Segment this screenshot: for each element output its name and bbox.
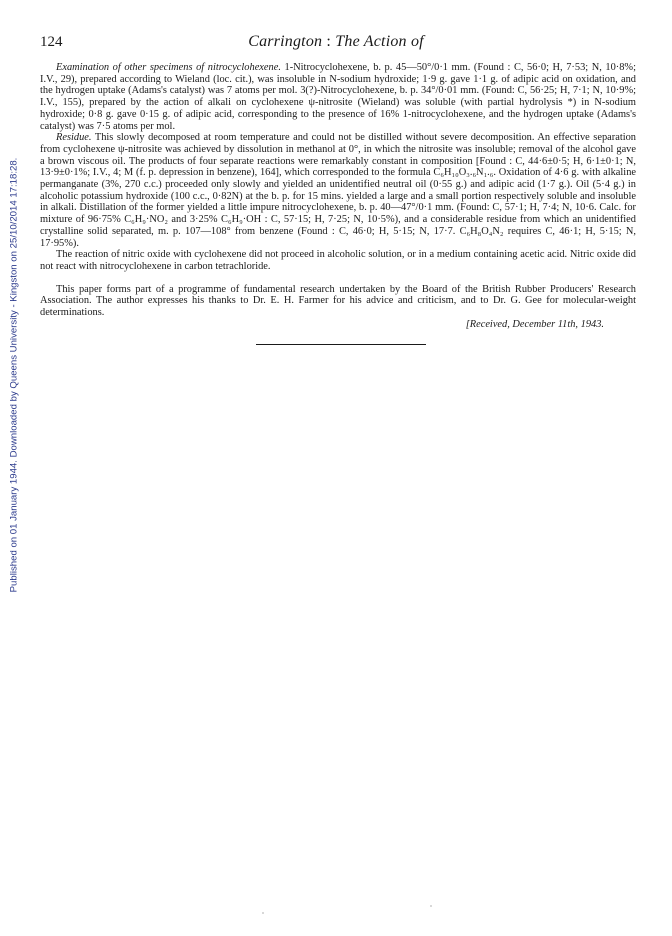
end-rule [256, 344, 426, 345]
section-heading-other-specimens: Examination of other specimens of nitrocyclohexene. [56, 62, 281, 73]
running-head-title: The Action of [335, 33, 424, 50]
page-number: 124 [40, 34, 63, 50]
running-head [0, 33, 672, 51]
paragraph-other-specimens [40, 62, 636, 132]
paragraph-residue [40, 132, 636, 249]
side-stamp [6, 157, 22, 593]
section-heading-residue: Residue. [56, 132, 92, 144]
article-body [40, 62, 636, 330]
paragraph-text: This slowly decomposed at room temperature and could not be distilled without severe decomposition. An effective separation from cyclohexene ψ-nitrosite was achieved by dissolution in methanol at 0°, in which the nitrosite was insoluble; removal of the alcohol gave a brown viscous oil. The products of four separate reactions were remarkably constant in composition [Found : C, 44·6±0·5; H, 6·1±0·1; N, 13·9±0·1%; I.V., 4; M (f. p. depression in benzene), 164], which corresponded to the formula C₆H₁₀O₃.₆N₁.₆. Oxidation of 4·6 g. with alkaline permanganate (3%, 270 c.c.) proceeded only slowly and yielded an unidentified neutral oil (0·55 g.) and adipic acid (1·7 g.). Oil (5·4 g.) in alcoholic potassium hydroxide (100 c.c., 0·82N) at the b. p. for 15 mins. yielded a large and a small portion respectively soluble and insoluble in alkali. Distillation of the former yielded a little impure nitrocyclohexene, b. p. 40—47°/0·1 mm. (Found: C, 57·1; H, 7·4; N, 10·6. Calc. for mixture of 96·75% C₆H₉·NO₂ and 3·25% C₆H₉·OH : C, 57·15; H, 7·25; N, 10·5%), and a considerable residue from which an unidentified crystalline solid separated, m. p. 107—108° from benzene (Found : C, 46·0; H, 5·15; N, 17·7. C₆H₈O₄N₂ requires C, 46·1; H, 5·15; N, 17·95%). [40, 132, 636, 249]
paragraph-acknowledgement: This paper forms part of a programme of fundamental research undertaken by the Board of the British Rubber Producers' Research Association. The author expresses his thanks to Dr. E. H. Farmer for his advice and criticism, and to Dr. G. Gee for molecular-weight determinations. [40, 283, 636, 319]
scan-speck [262, 912, 264, 914]
received-date: [Received, December 11th, 1943. [465, 318, 604, 330]
paragraph-nitric-oxide: The reaction of nitric oxide with cyclohexene did not proceed in alcoholic solution, or in a medium containing acetic acid. Nitric oxide did not react with nitrocyclohexene in carbon tetrachloride. [40, 249, 636, 272]
paragraph-text: 1-Nitrocyclohexene, b. p. 45—50°/0·1 mm. (Found : C, 56·0; H, 7·53; N, 10·8%; I.V., 29), prepared according to Wieland (loc. cit.), was insoluble in N-sodium hydroxide; 1·9 g. gave 1·1 g. of adipic acid on oxidation, and the hydrogen uptake (Adams's catalyst) was 7 atoms per mol. 3(?)-Nitrocyclohexene, b. p. 34°/0·01 mm. (Found: C, 56·25; H, 7·1; N, 10·9%; I.V., 155), prepared by the action of alkali on cyclohexene ψ-nitrosite (Wieland) was soluble (with partial hydrolysis *) in N-sodium hydroxide; 0·8 g. gave 0·15 g. of adipic acid, corresponding to the presence of 16% 1-nitrocyclohexene, and the hydrogen uptake (Adams's catalyst) was 7·5 atoms per mol. [40, 62, 636, 132]
side-stamp-text: Published on 01 January 1944. Downloaded by Queens University - Kingston on 25/10/2014 17:18:28. [8, 157, 20, 593]
scan-speck [430, 905, 432, 907]
running-head-author: Carrington [248, 33, 323, 50]
running-head-separator: : [322, 33, 336, 50]
